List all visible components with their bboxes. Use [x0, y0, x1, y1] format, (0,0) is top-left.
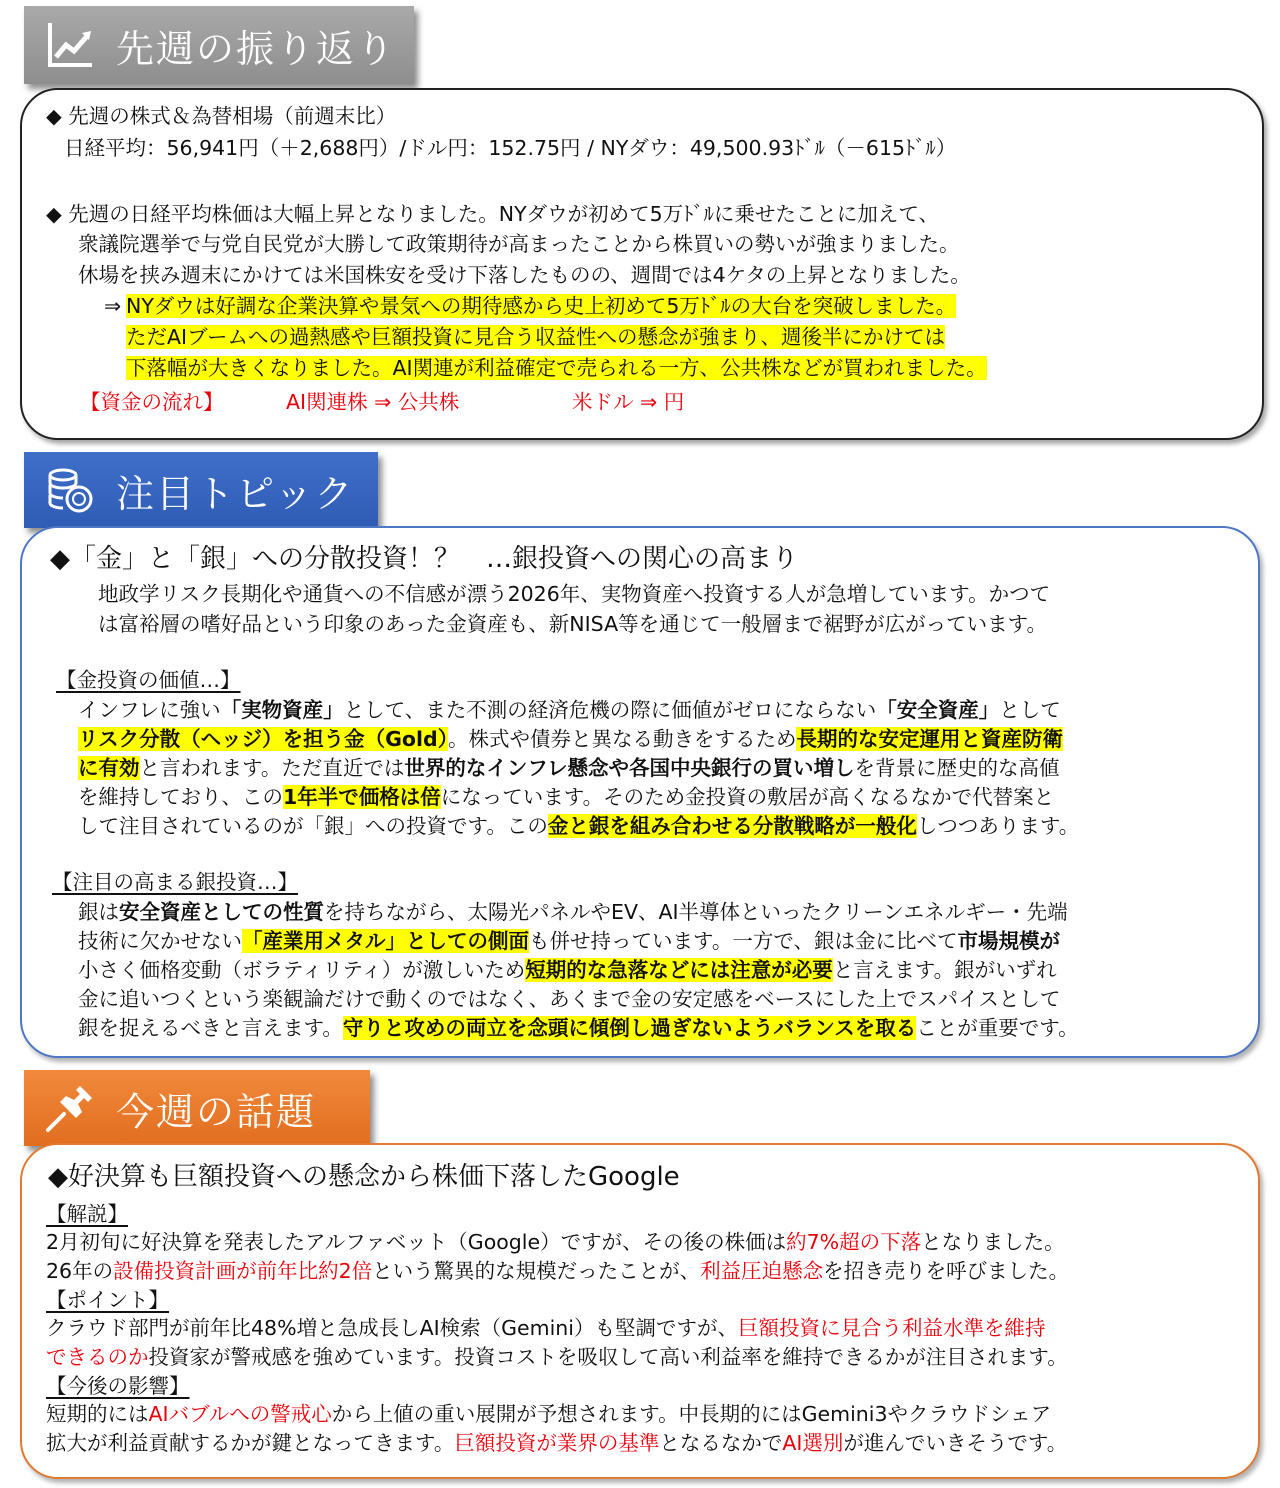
silver-line-4: 金に追いつくという楽観論だけで動くのではなく、あくまで金の安定感をベースにした上でスパイスとして: [78, 987, 1061, 1011]
review-text-2: 衆議院選挙で与党自民党が大勝して政策期待が高まったことから株買いの勢いが強まりました。: [78, 232, 960, 256]
gold-line-3: に有効と言われます。ただ直近では世界的なインフレ懸念や各国中央銀行の買い増しを背景に歴史的な高値: [78, 756, 1060, 780]
gold-line-5: して注目されているのが「銀」への投資です。この金と銀を組み合わせる分散戦略が一般化しつつあります。: [78, 814, 1080, 838]
fund-flow-currency: 米ドル ⇒ 円: [572, 390, 685, 414]
fund-flow-stocks: AI関連株 ⇒ 公共株: [286, 390, 460, 414]
highlight-text-3: 下落幅が大きくなりました。AI関連が利益確定で売られる一方、公共株などが買われました。: [126, 356, 987, 380]
silver-line-1: 銀は安全資産としての性質を持ちながら、太陽光パネルやEV、AI半導体といったクリーンエネルギー・先端: [78, 900, 1068, 924]
subheading-impact: 【今後の影響】: [46, 1374, 190, 1398]
highlight-text-2: ただAIブームへの過熱感や巨額投資に見合う収益性への懸念が強まり、週後半にかけては: [126, 325, 945, 349]
subheading-silver: 【注目の高まる銀投資…】: [52, 870, 298, 894]
section-title: 今週の話題: [116, 1089, 317, 1134]
subheading-explain: 【解説】: [46, 1202, 128, 1226]
gold-line-4: を維持しており、この1年半で価格は倍になっています。そのため金投資の敷居が高くなるなかで代替案と: [78, 785, 1055, 809]
point-line-2: できるのか投資家が警戒感を強めています。投資コストを吸収して高い利益率を維持できるかが注目されます。: [46, 1345, 1068, 1369]
point-line-1: クラウド部門が前年比48%増と急成長しAI検索（Gemini）も堅調ですが、巨額投資に見合う利益水準を維持: [46, 1316, 1046, 1340]
silver-line-3: 小さく価格変動（ボラティリティ）が激しいため短期的な急落などには注意が必要と言えます。銀がいずれ: [78, 958, 1057, 982]
impact-line-2: 拡大が利益貢献するかが鍵となってきます。巨額投資が業界の基準となるなかでAI選別が進んでいきそうです。: [46, 1431, 1068, 1455]
coins-icon: [38, 452, 102, 528]
subheading-point: 【ポイント】: [46, 1288, 169, 1312]
market-heading: ◆ 先週の株式＆為替相場（前週末比）: [46, 104, 397, 128]
gold-line-1: インフレに強い「実物資産」として、また不測の経済危機の際に価値がゼロにならない「安全資産」として: [78, 698, 1061, 722]
explain-line-2: 26年の設備投資計画が前年比約2倍という驚異的な規模だったことが、利益圧迫懸念を招き売りを呼びました。: [46, 1259, 1070, 1283]
subheading-gold: 【金投資の価値…】: [56, 668, 241, 692]
section-header-review: [24, 6, 414, 84]
explain-line-1: 2月初旬に好決算を発表したアルファベット（Google）ですが、その後の株価は約7%超の下落となりました。: [46, 1230, 1065, 1254]
pushpin-icon: [38, 1070, 102, 1146]
market-values: 日経平均：56,941円（＋2,688円）/ドル円：152.75円 / NYダウ：49,500.93ﾄﾞﾙ（－615ﾄﾞﾙ）: [64, 136, 957, 160]
topic-intro-1: 地政学リスク長期化や通貨への不信感が漂う2026年、実物資産へ投資する人が急増しています。かつて: [98, 582, 1051, 606]
section-title: 注目トピック: [116, 471, 355, 516]
chart-trend-icon: [38, 6, 102, 84]
topic-intro-2: は富裕層の嗜好品という印象のあった金資産も、新NISA等を通じて一般層まで裾野が広がっています。: [98, 612, 1047, 636]
silver-line-2: 技術に欠かせない「産業用メタル」としての側面も併せ持っています。一方で、銀は金に比べて市場規模が: [78, 929, 1060, 953]
weekly-title: ◆好決算も巨額投資への懸念から株価下落したGoogle: [48, 1162, 680, 1192]
section-header-topic: [24, 452, 378, 528]
topic-title: ◆「金」と「銀」への分散投資！？ …銀投資への関心の高まり: [50, 544, 798, 574]
review-text-1: ◆ 先週の日経平均株価は大幅上昇となりました。NYダウが初めて5万ﾄﾞﾙに乗せたことに加えて、: [46, 202, 940, 226]
highlight-text-1: NYダウは好調な企業決算や景気への期待感から史上初めて5万ﾄﾞﾙの大台を突破しました。: [126, 294, 957, 318]
review-text-3: 休場を挟み週末にかけては米国株安を受け下落したものの、週間では4ケタの上昇となりました。: [78, 263, 971, 287]
fund-flow-label: 【資金の流れ】: [80, 390, 224, 414]
gold-line-2: リスク分散（ヘッジ）を担う金（Gold）。株式や債券と異なる動きをするため長期的な安定運用と資産防衛: [78, 727, 1063, 751]
arrow-mark: ⇒: [104, 294, 122, 318]
impact-line-1: 短期的にはAIバブルへの警戒心から上値の重い展開が予想されます。中長期的にはGemini3やクラウドシェア: [46, 1402, 1052, 1426]
silver-line-5: 銀を捉えるべきと言えます。守りと攻めの両立を念頭に傾倒し過ぎないようバランスを取ることが重要です。: [78, 1016, 1079, 1040]
section-title: 先週の振り返り: [116, 26, 397, 71]
section-header-weekly: [24, 1070, 370, 1146]
